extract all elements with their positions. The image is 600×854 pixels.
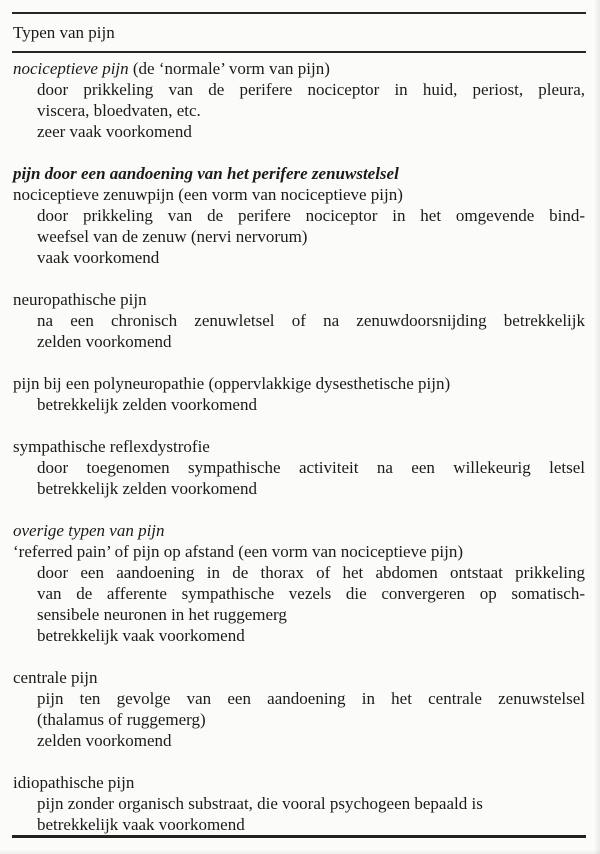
text-run: pijn ten gevolge van een aandoening in het centrale zenuwstelsel (37, 689, 585, 708)
text-line (13, 772, 585, 793)
text-run: neuropathische pijn (13, 290, 147, 309)
text-run: pijn zonder organisch substraat, die vooral psychogeen bepaald is (37, 794, 483, 813)
text-run: betrekkelijk vaak voorkomend (37, 815, 245, 834)
text-line (13, 58, 585, 79)
text-line (13, 184, 585, 205)
table-title: Typen van pijn (13, 23, 115, 42)
text-run: pijn bij een polyneuropathie (oppervlakkige dysesthetische pijn) (13, 374, 451, 393)
text-line (13, 730, 585, 751)
text-run: zelden voorkomend (37, 332, 172, 351)
text-line (13, 604, 585, 625)
text-run: betrekkelijk vaak voorkomend (37, 626, 245, 645)
text-line (13, 226, 585, 247)
text-line (13, 667, 585, 688)
text-run: sensibele neuronen in het ruggemerg (37, 605, 287, 624)
text-run: betrekkelijk zelden voorkomend (37, 479, 257, 498)
pain-type-section-idiopathische-pijn (13, 772, 585, 835)
text-run: van de afferente sympathische vezels die convergeren op somatisch- (37, 584, 585, 603)
text-run: door prikkeling van de perifere nociceptor in het omgevende bind- (37, 206, 585, 225)
text-run: weefsel van de zenuw (nervi nervorum) (37, 227, 308, 246)
text-line (13, 562, 585, 583)
text-line (13, 625, 585, 646)
text-line (13, 541, 585, 562)
text-line (13, 373, 585, 394)
pain-type-section-perifere-zenuwstelsel-nociceptieve-zenuwpijn (13, 163, 585, 268)
table-bottom-rule (12, 835, 586, 838)
text-run: idiopathische pijn (13, 773, 135, 792)
text-line (13, 121, 585, 142)
text-line (13, 310, 585, 331)
pain-type-section-nociceptieve-pijn (13, 58, 585, 142)
text-line (13, 709, 585, 730)
term-italic: nociceptieve pijn (13, 59, 129, 78)
pain-type-section-polyneuropathie (13, 373, 585, 415)
text-run: na een chronisch zenuwletsel of na zenuwdoorsnijding betrekkelijk (37, 311, 585, 330)
pain-type-section-sympathische-reflexdystrofie (13, 436, 585, 499)
text-run: betrekkelijk zelden voorkomend (37, 395, 257, 414)
text-line (13, 583, 585, 604)
text-run: ‘referred pain’ of pijn op afstand (een vorm van nociceptieve pijn) (13, 542, 463, 561)
text-line (13, 79, 585, 100)
text-run: vaak voorkomend (37, 248, 160, 267)
text-line (13, 520, 585, 541)
text-run: (de ‘normale’ vorm van pijn) (128, 59, 330, 78)
text-run: door prikkeling van de perifere nociceptor in huid, periost, pleura, (37, 80, 585, 99)
term-italic: overige typen van pijn (13, 521, 165, 540)
pain-type-section-overige-referred-pain (13, 520, 585, 646)
text-line (13, 205, 585, 226)
text-run: door een aandoening in de thorax of het abdomen ontstaat prikkeling (37, 563, 585, 582)
text-run: sympathische reflexdystrofie (13, 437, 210, 456)
table-body (0, 53, 600, 835)
text-line (13, 247, 585, 268)
text-line (13, 163, 585, 184)
text-line (13, 100, 585, 121)
scan-edge-shadow-bottom (0, 849, 600, 854)
text-line (13, 394, 585, 415)
pain-type-section-centrale-pijn (13, 667, 585, 751)
text-run: (thalamus of ruggemerg) (37, 710, 206, 729)
term-italic: pijn door een aandoening van het perifere zenuwstelsel (13, 164, 399, 183)
text-run: door toegenomen sympathische activiteit na een willekeurig letsel (37, 458, 585, 477)
text-run: centrale pijn (13, 668, 98, 687)
text-line (13, 478, 585, 499)
text-line (13, 331, 585, 352)
text-line (13, 436, 585, 457)
pain-type-section-neuropathische-pijn (13, 289, 585, 352)
text-line (13, 688, 585, 709)
text-line (13, 793, 585, 814)
text-run: zeer vaak voorkomend (37, 122, 192, 141)
text-line (13, 814, 585, 835)
text-run: nociceptieve zenuwpijn (een vorm van nociceptieve pijn) (13, 185, 403, 204)
text-run: viscera, bloedvaten, etc. (37, 101, 201, 120)
text-run: zelden voorkomend (37, 731, 172, 750)
text-line (13, 457, 585, 478)
text-line (13, 289, 585, 310)
